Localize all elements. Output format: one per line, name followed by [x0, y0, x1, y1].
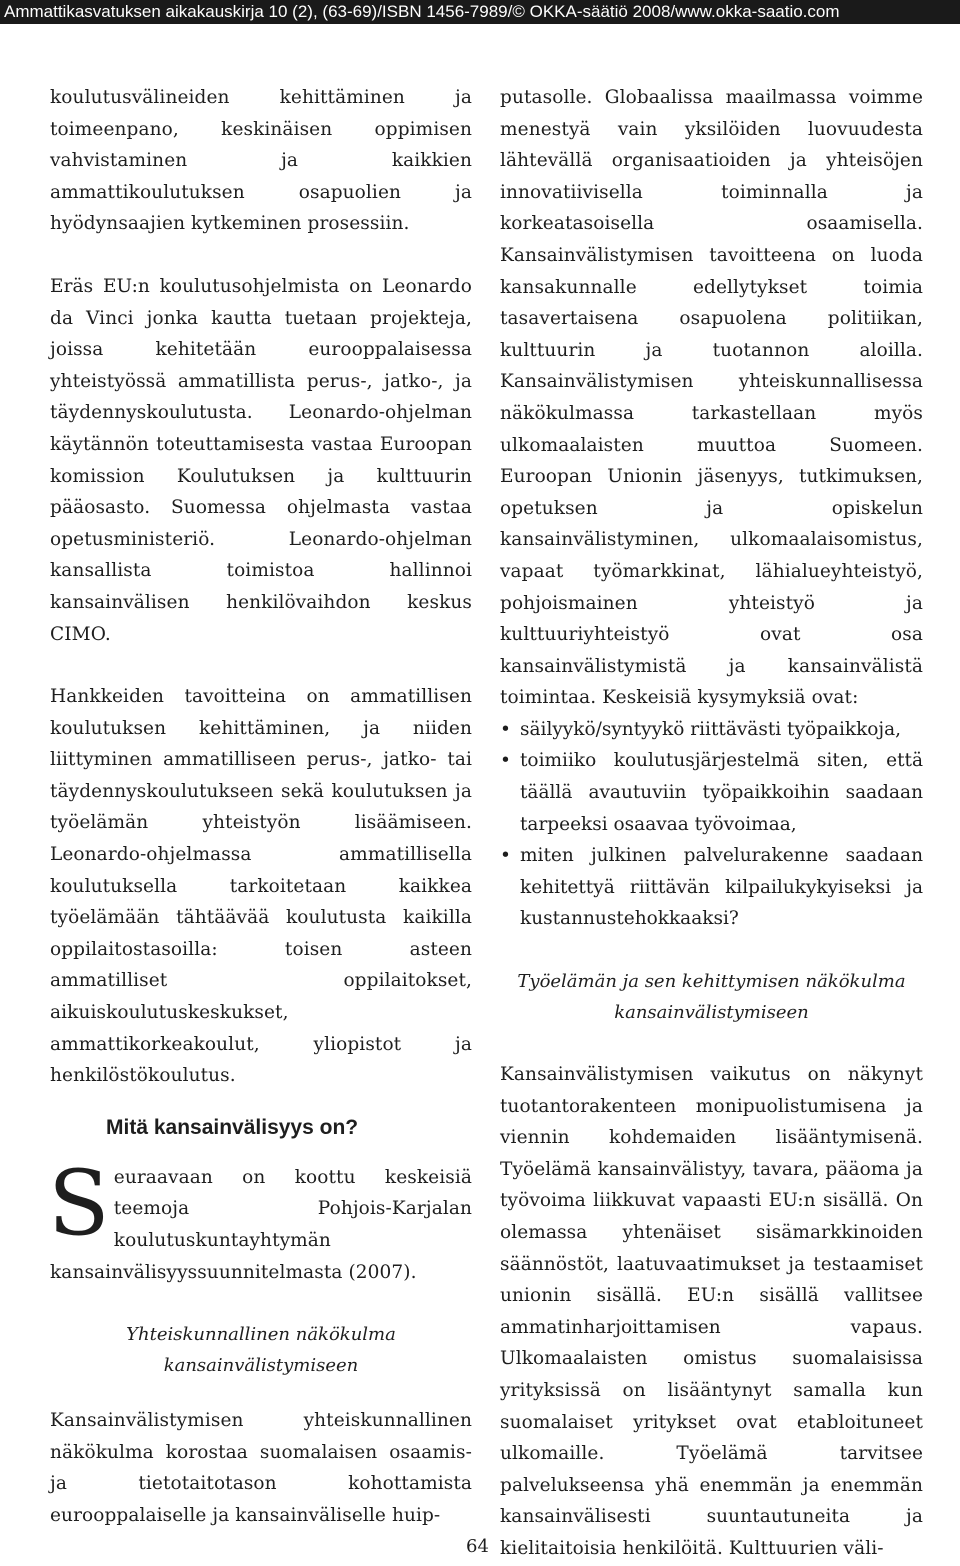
right-column — [500, 82, 923, 1565]
list-item: • säilyykö/syntyykö riittävästi työpaikkoja, — [500, 714, 923, 746]
page-number: 64 — [466, 1536, 489, 1557]
running-header — [0, 0, 960, 24]
subheading-societal: Yhteiskunnallinen näkökulma kansainvälistymiseen — [126, 1324, 396, 1377]
running-head-text: Ammattikasvatuksen aikakauskirja 10 (2), (63-69)/ISBN 1456-7989/© OKKA-säätiö 2008/www.okka-saatio.com — [4, 2, 840, 21]
list-item: • toimiiko koulutusjärjestelmä siten, että täällä avautuviin työpaikkoihin saadaan tarpeeksi osaavaa työvoimaa, — [500, 745, 923, 840]
question-list — [500, 714, 923, 935]
paragraph-intro-continued: koulutusvälineiden kehittäminen ja toimeenpano, keskinäisen oppimisen vahvistaminen ja kaikkien ammattikoulutuksen osapuolien ja hyödynsaajien kytkeminen prosessiin. — [50, 87, 472, 235]
paragraph-project-goals: Hankkeiden tavoitteina on ammatillisen koulutuksen kehittäminen, ja niiden liittyminen ammatilliseen perus-, jatko- tai täydennyskoulutukseen sekä koulutuksen ja työelämän yhteistyön lisäämiseen. Leonardo-ohjelmassa ammatillisella koulutuksella tarkoitetaan kaikkea työelämään tähtäävää koulutusta kaikilla oppilaitostasoilla: toisen asteen ammatilliset oppilaitokset, aikuiskoulutuskeskukset, ammattikorkeakoulut, yliopistot ja henkilöstökoulutus. — [50, 686, 472, 1087]
bullet-icon: • — [500, 750, 511, 772]
subheading-worklife: Työelämän ja sen kehittymisen näkökulma kansainvälistymiseen — [517, 971, 906, 1024]
bullet-icon: • — [500, 718, 511, 740]
section-heading: Mitä kansainvälisyys on? — [106, 1115, 359, 1139]
paragraph-dropcap — [48, 1150, 472, 1288]
dropcap-paragraph-text: euraavaan on koottu keskeisiä teemoja Pohjois-Karjalan koulutuskuntayhtymän kansainvälisyyssuunnitelmasta (2007). — [50, 1166, 472, 1283]
paragraph-societal: Kansainvälistymisen yhteiskunnallinen näkökulma korostaa suomalaisen osaamis- ja tietotaitotason kohottamista eurooppalaiselle ja kansainväliselle huip- — [50, 1410, 472, 1526]
paragraph-worklife: Kansainvälistymisen vaikutus on näkynyt tuotantorakenteen monipuolistumisena ja viennin kohdemaiden lisääntymisenä. Työelämä kansainvälistyy, tavara, pääoma ja työvoima liikkuvat vapaasti EU:n sisällä. On olemassa yhtenäiset sisämarkkinoiden säännöstöt, laatuvaatimukset ja testaamiset unionin sisällä. EU:n sisällä vallitsee ammatinharjoittamisen vapaus. Ulkomaalaisten omistus suomalaisissa yrityksissä on lisääntynyt samalla kun suomalaiset yritykset ovat etabloituneet ulkomaille. Työelämä tarvitsee palvelukseensa yhä enemmän ja enemmän kansainvälisesti suuntautuneita ja kielitaitoisia henkilöitä. Kulttuurien väli- — [500, 1064, 923, 1559]
bullet-icon: • — [500, 845, 511, 867]
drop-cap: S — [48, 1150, 110, 1256]
list-item: • miten julkinen palvelurakenne saadaan kehitettyä riittävän kilpailukykyiseksi ja kustannustehokkaaksi? — [500, 840, 923, 935]
left-column — [50, 82, 472, 1532]
paragraph-leonardo: Eräs EU:n koulutusohjelmista on Leonardo da Vinci jonka kautta tuetaan projekteja, joissa kehitetään eurooppalaisessa yhteistyössä ammatillista perus-, jatko-, ja täydennyskoulutusta. Leonardo-ohjelman käytännön toteuttamisesta vastaa Euroopan komission Koulutuksen ja kulttuurin pääosasto. Suomessa ohjelmasta vastaa opetusministeriö. Leonardo-ohjelman kansallista toimistoa hallinnoi kansainvälisen henkilövaihdon keskus CIMO. — [50, 275, 472, 645]
paragraph-global: putasolle. Globaalissa maailmassa voimme menestyä vain yksilöiden luovuudesta lähtevällä organisaatioiden ja yhteisöjen innovatiivisella toiminnalla ja korkeatasoisella osaamisella. Kansainvälistymisen tavoitteena on luoda kansakunnalle edellytykset toimia tasavertaisena osapuolena politiikan, kulttuurin ja tuotannon aloilla. Kansainvälistymisen yhteiskunnallisessa näkökulmassa tarkastellaan myös ulkomaalaisten muuttoa Suomeen. Euroopan Unionin jäsenyys, tutkimuksen, opetuksen ja opiskelun kansainvälistyminen, ulkomaalaisomistus, vapaat työmarkkinat, lähialueyhteistyö, pohjoismainen yhteistyö ja kulttuuriyhteistyö ovat osa kansainvälistymistä ja kansainvälistä toimintaa. Keskeisiä kysymyksiä ovat: — [500, 87, 923, 709]
